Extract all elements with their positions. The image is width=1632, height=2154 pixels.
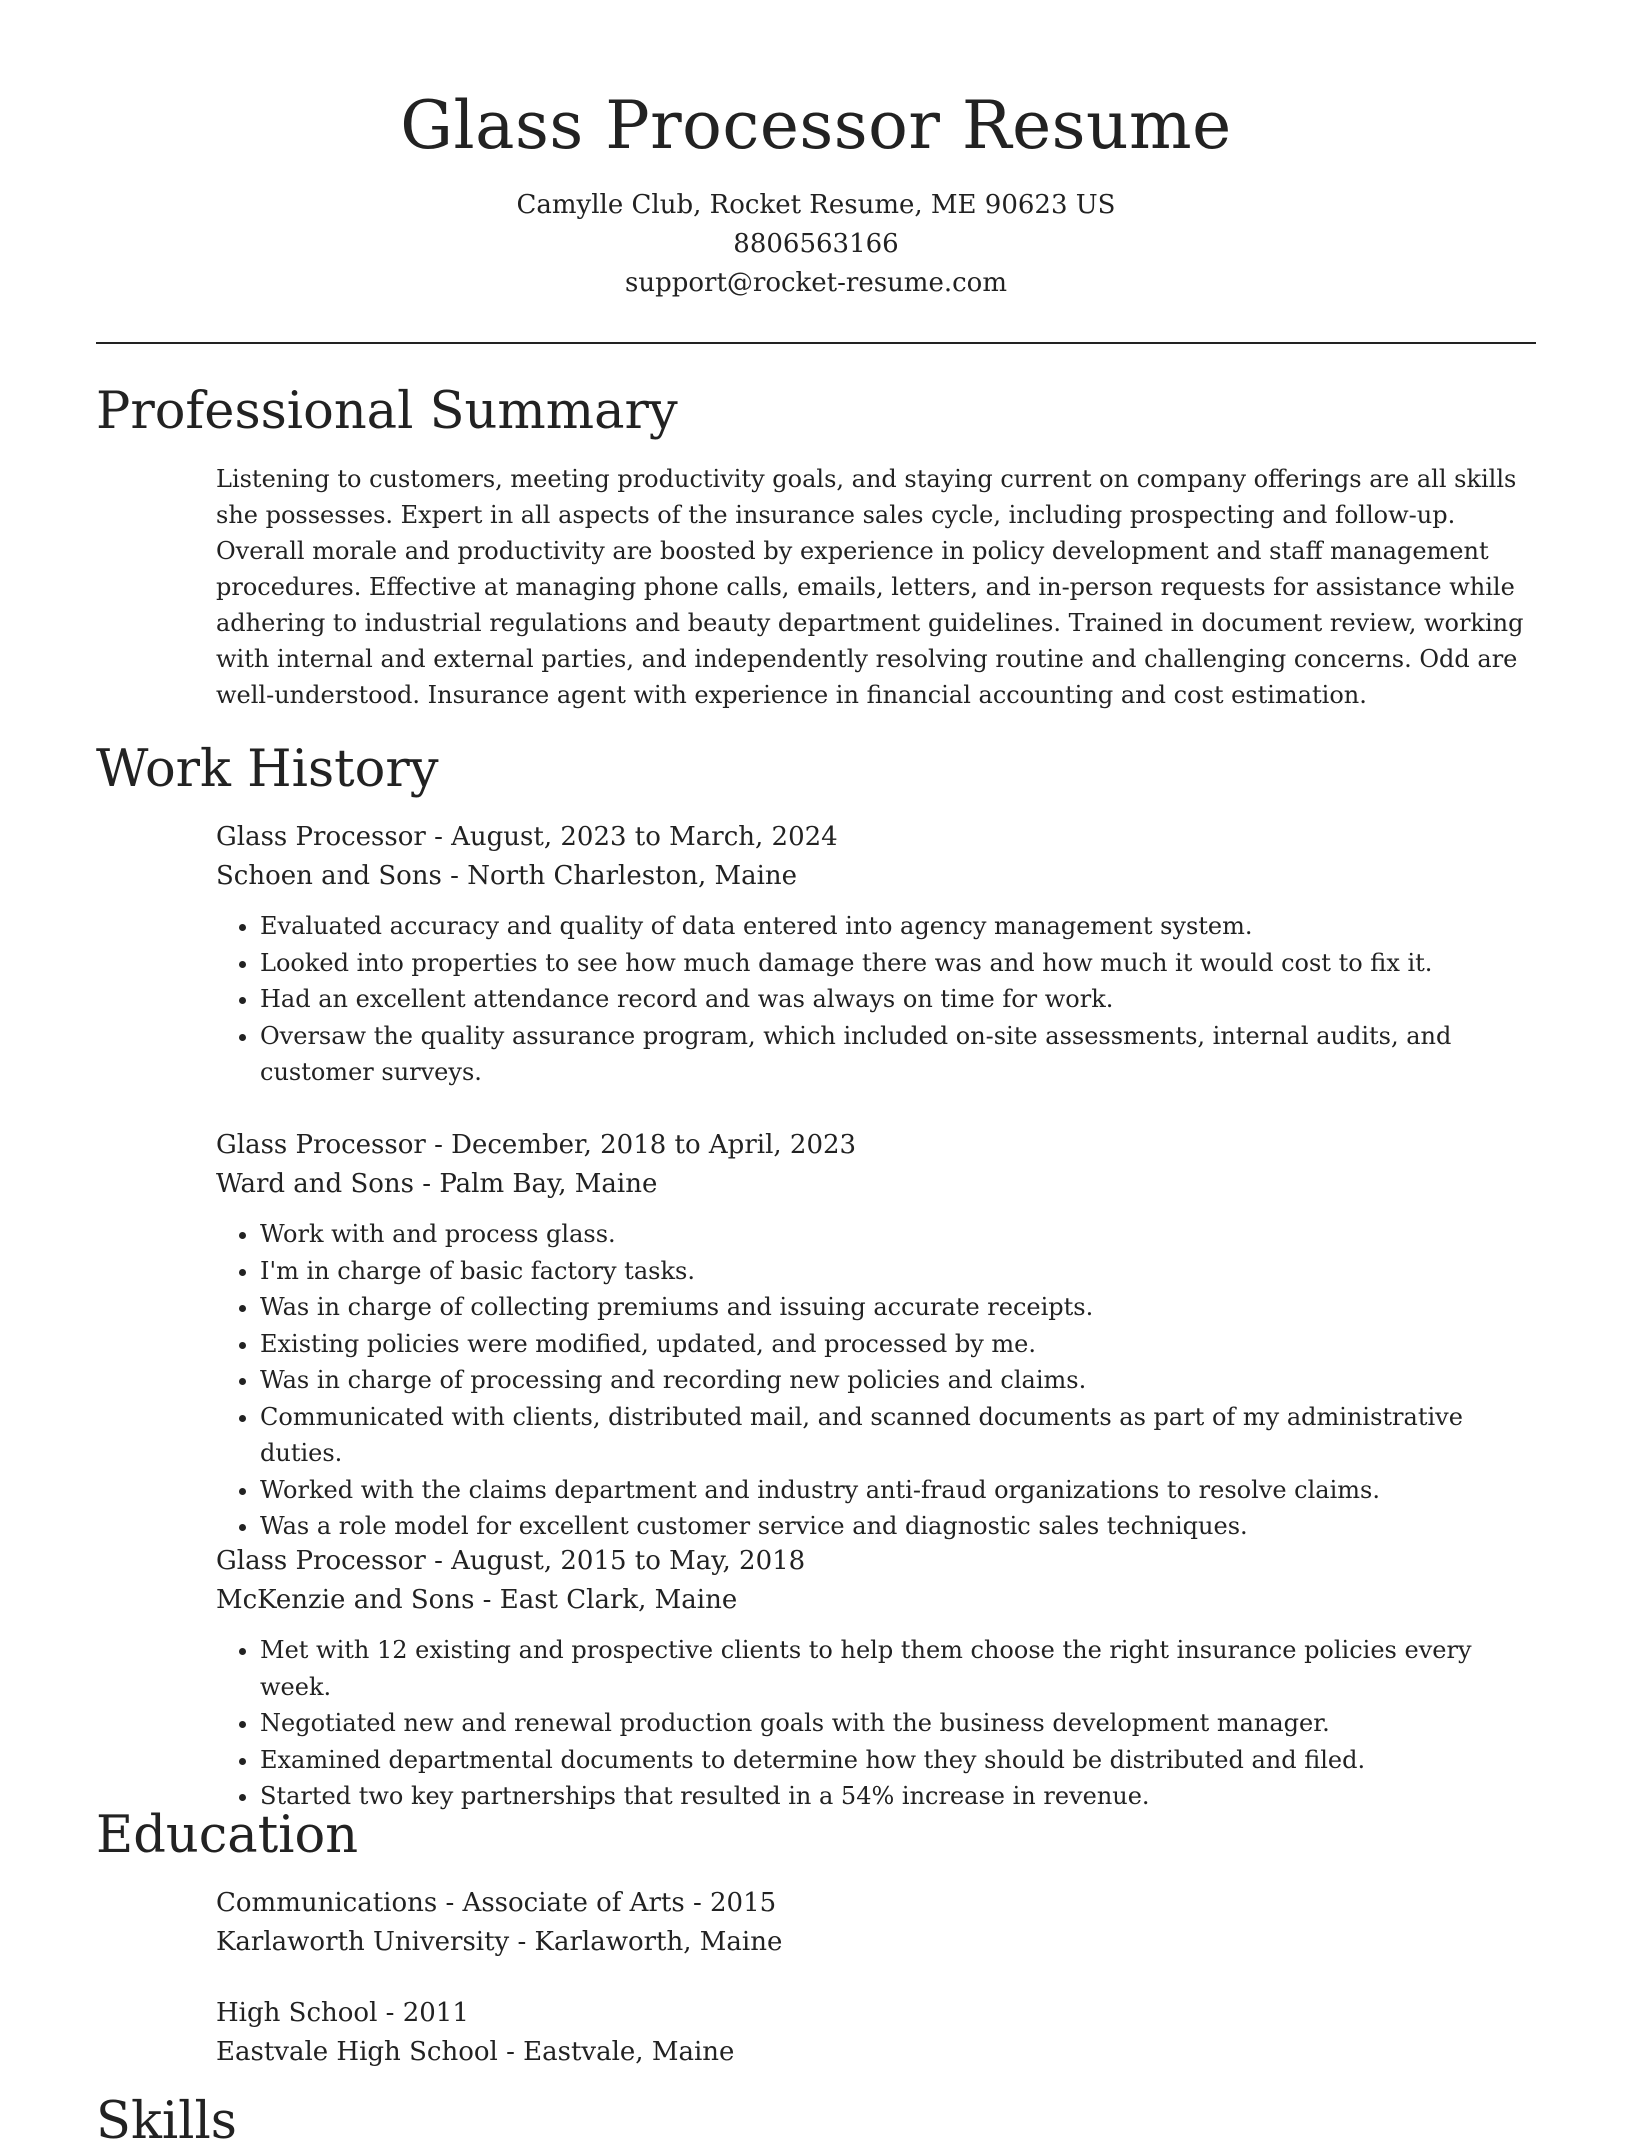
job-bullet: • Work with and process glass. [260, 1216, 1536, 1253]
job-title-line: Glass Processor - December, 2018 to April, 2023 [216, 1130, 857, 1160]
education-entry [216, 1994, 1536, 2072]
job-entry [216, 818, 1536, 1091]
resume-title: Glass Processor Resume [400, 87, 1232, 164]
job-bullet: • Examined departmental documents to determine how they should be distributed and filed. [260, 1742, 1536, 1779]
contact-email: support@rocket-resume.com [624, 268, 1007, 298]
job-bullet: • Started two key partnerships that resulted in a 54% increase in revenue. [260, 1778, 1536, 1815]
job-bullet: • Worked with the claims department and industry anti-fraud organizations to resolve claims. [260, 1472, 1536, 1509]
job-title-line: Glass Processor - August, 2015 to May, 2018 [216, 1546, 806, 1576]
skills-heading: Skills [96, 2092, 237, 2151]
job-bullet-list [216, 1216, 1536, 1545]
resume-header [96, 80, 1536, 303]
job-title-line: Glass Processor - August, 2023 to March, 2024 [216, 822, 838, 852]
job-bullet: • Met with 12 existing and prospective clients to help them choose the right insurance policies every week. [260, 1632, 1536, 1705]
job-bullet-list [216, 1632, 1536, 1815]
contact-address: Camylle Club, Rocket Resume, ME 90623 US [516, 190, 1116, 220]
job-bullet: • Was in charge of collecting premiums and issuing accurate receipts. [260, 1289, 1536, 1326]
education-degree-line: High School - 2011 [216, 1998, 469, 2028]
job-bullet-list [216, 908, 1536, 1091]
job-employer-line: McKenzie and Sons - East Clark, Maine [216, 1585, 738, 1615]
contact-info [96, 186, 1536, 303]
education-entry [216, 1884, 1536, 1962]
summary-block [216, 461, 1536, 713]
work-history-heading: Work History [96, 740, 439, 799]
summary-heading: Professional Summary [96, 382, 678, 441]
job-entry [216, 1126, 1536, 1545]
job-bullet: • Negotiated new and renewal production goals with the business development manager. [260, 1705, 1536, 1742]
contact-phone: 8806563166 [733, 229, 899, 259]
job-bullet: • Was a role model for excellent customer service and diagnostic sales techniques. [260, 1508, 1536, 1545]
job-bullet: • Was in charge of processing and recording new policies and claims. [260, 1362, 1536, 1399]
header-divider [96, 342, 1536, 344]
education-school-line: Eastvale High School - Eastvale, Maine [216, 2037, 735, 2067]
summary-text: Listening to customers, meeting productivity goals, and staying current on company offerings are all skills she possesses. Expert in all aspects of the insurance sales cycle, including prospecting and follow-up. Overall morale and productivity are boosted by experience in policy development and staff management procedures. Effective at managing phone calls, emails, letters, and in-person requests for assistance while adhering to industrial regulations and beauty department guidelines. Trained in document review, working with internal and external parties, and independently resolving routine and challenging concerns. Odd are well-understood. Insurance agent with experience in financial accounting and cost estimation. [216, 465, 1524, 709]
education-heading: Education [96, 1806, 359, 1865]
education-degree-line: Communications - Associate of Arts - 2015 [216, 1888, 777, 1918]
job-bullet: • Communicated with clients, distributed mail, and scanned documents as part of my administrative duties. [260, 1399, 1536, 1472]
job-bullet: • Had an excellent attendance record and was always on time for work. [260, 981, 1536, 1018]
job-employer-line: Schoen and Sons - North Charleston, Maine [216, 861, 798, 891]
job-bullet: • Oversaw the quality assurance program, which included on-site assessments, internal audits, and customer surveys. [260, 1018, 1536, 1091]
job-bullet: • Evaluated accuracy and quality of data entered into agency management system. [260, 908, 1536, 945]
job-bullet: • I'm in charge of basic factory tasks. [260, 1253, 1536, 1290]
job-entry [216, 1542, 1536, 1815]
job-bullet: • Looked into properties to see how much damage there was and how much it would cost to fix it. [260, 945, 1536, 982]
education-school-line: Karlaworth University - Karlaworth, Maine [216, 1927, 783, 1957]
job-employer-line: Ward and Sons - Palm Bay, Maine [216, 1169, 658, 1199]
job-bullet: • Existing policies were modified, updated, and processed by me. [260, 1326, 1536, 1363]
